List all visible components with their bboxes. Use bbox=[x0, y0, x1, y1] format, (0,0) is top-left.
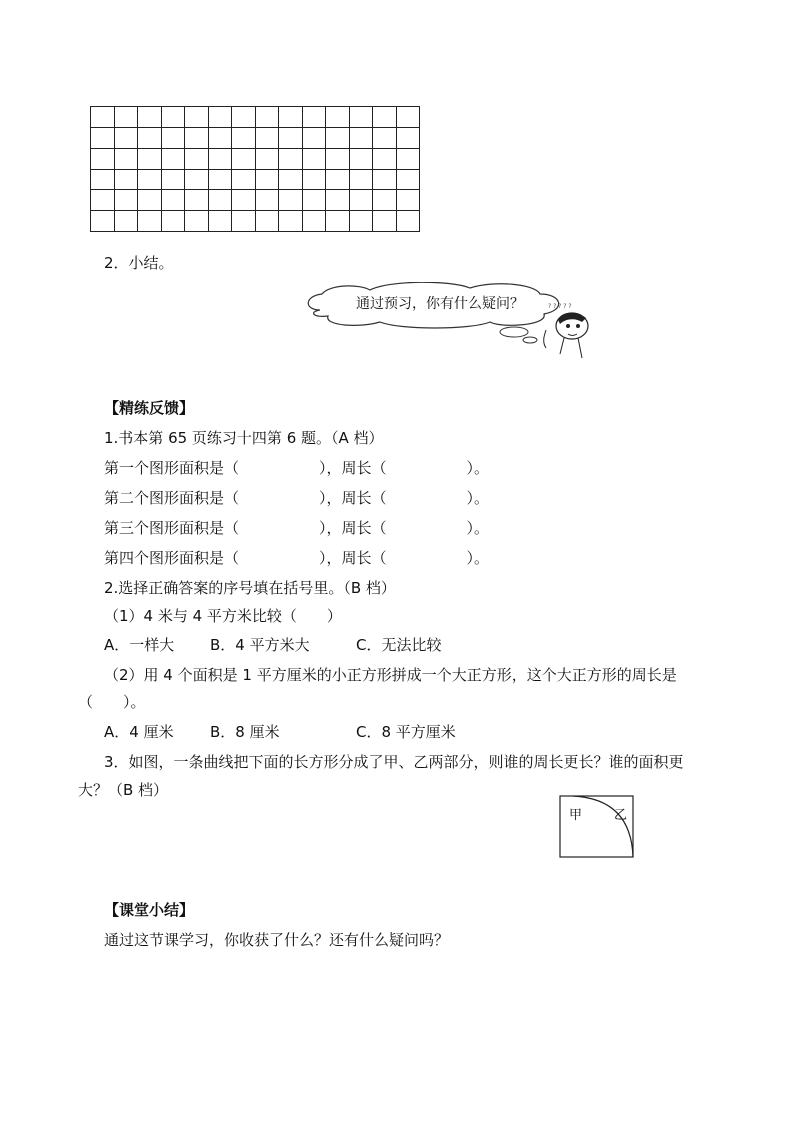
q1-row-perimeter-label: ），周长（ bbox=[319, 519, 387, 537]
grid-cell bbox=[349, 106, 373, 127]
grid-cell bbox=[208, 210, 232, 231]
grid-cell bbox=[372, 106, 396, 127]
grid-cell bbox=[184, 106, 208, 127]
q1-row-perimeter-label: ），周长（ bbox=[319, 489, 387, 507]
cloud-text: 通过预习，你有什么疑问？ bbox=[356, 296, 524, 312]
grid-cell bbox=[396, 127, 420, 148]
grid-cell bbox=[372, 169, 396, 190]
q1-row-end: ）。 bbox=[466, 489, 490, 507]
grid-cell bbox=[372, 210, 396, 231]
q3-line1: 3．如图，一条曲线把下面的长方形分成了甲、乙两部分，则谁的周长更长？谁的面积更 bbox=[104, 753, 684, 771]
grid-cell bbox=[184, 210, 208, 231]
grid-cell bbox=[302, 148, 326, 169]
grid-cell bbox=[137, 148, 161, 169]
grid-cell bbox=[302, 169, 326, 190]
q1-row-area-label: 面积是（ bbox=[179, 459, 240, 477]
grid-cell bbox=[349, 169, 373, 190]
q1-row-shape: 第三个图形 bbox=[104, 519, 180, 537]
svg-text:? ? ? ? ?: ? ? ? ? ? bbox=[548, 303, 572, 310]
q2-sub1: （1）4 米与 4 平方米比较（ ） bbox=[104, 607, 342, 625]
grid-cell bbox=[137, 169, 161, 190]
q2-sub2-line1: （2）用 4 个面积是 1 平方厘米的小正方形拼成一个大正方形，这个大正方形的周长是 bbox=[104, 666, 677, 684]
grid-cell bbox=[90, 106, 114, 127]
grid-cell bbox=[278, 127, 302, 148]
grid-cell bbox=[372, 148, 396, 169]
grid-cell bbox=[255, 210, 279, 231]
grid-cell bbox=[302, 210, 326, 231]
grid-cell bbox=[278, 169, 302, 190]
grid-cell bbox=[349, 210, 373, 231]
grid-cell bbox=[302, 127, 326, 148]
grid-cell bbox=[137, 127, 161, 148]
grid-cell bbox=[161, 148, 185, 169]
q2-sub2-option-b: B．8 厘米 bbox=[210, 723, 280, 741]
grid-cell bbox=[184, 189, 208, 210]
q1-row-end: ）。 bbox=[466, 459, 490, 477]
q1-row-area-label: 面积是（ bbox=[179, 489, 240, 507]
grid-cell bbox=[208, 148, 232, 169]
grid-cell bbox=[208, 189, 232, 210]
q2-sub1-option-c: C．无法比较 bbox=[356, 636, 442, 654]
section-summary-label: 2．小结。 bbox=[104, 254, 174, 272]
grid-cell bbox=[114, 127, 138, 148]
grid-cell bbox=[90, 127, 114, 148]
grid-cell bbox=[396, 210, 420, 231]
grid-cell bbox=[137, 106, 161, 127]
grid-cell bbox=[372, 189, 396, 210]
grid-cell bbox=[90, 148, 114, 169]
class-summary-heading: 【课堂小结】 bbox=[104, 901, 195, 919]
grid-cell bbox=[396, 148, 420, 169]
grid-cell bbox=[349, 189, 373, 210]
grid-paper bbox=[90, 106, 420, 232]
grid-cell bbox=[255, 127, 279, 148]
q1-row bbox=[104, 488, 489, 508]
q3-line2: 大？（B 档） bbox=[78, 781, 169, 799]
grid-cell bbox=[325, 189, 349, 210]
q1-row bbox=[104, 518, 489, 538]
grid-cell bbox=[231, 189, 255, 210]
grid-cell bbox=[90, 189, 114, 210]
grid-cell bbox=[184, 127, 208, 148]
grid-cell bbox=[161, 127, 185, 148]
grid-cell bbox=[278, 189, 302, 210]
figure-label-jia: 甲 bbox=[569, 808, 583, 823]
q1-row-perimeter-label: ），周长（ bbox=[319, 459, 387, 477]
grid-cell bbox=[208, 106, 232, 127]
q2-sub2-line2: （ ）。 bbox=[78, 693, 146, 711]
figure-label-yi: 乙 bbox=[614, 808, 628, 823]
practice-heading: 【精练反馈】 bbox=[104, 399, 195, 417]
grid-cell bbox=[278, 106, 302, 127]
grid-cell bbox=[278, 210, 302, 231]
grid-cell bbox=[325, 106, 349, 127]
grid-cell bbox=[349, 127, 373, 148]
q1-row-end: ）。 bbox=[466, 549, 490, 567]
grid-cell bbox=[372, 127, 396, 148]
grid-cell bbox=[90, 169, 114, 190]
q1-row-area-label: 面积是（ bbox=[179, 519, 240, 537]
grid-cell bbox=[161, 189, 185, 210]
grid-cell bbox=[114, 189, 138, 210]
grid-cell bbox=[208, 127, 232, 148]
q2-sub2-option-c: C．8 平方厘米 bbox=[356, 723, 456, 741]
grid-cell bbox=[255, 148, 279, 169]
grid-cell bbox=[255, 169, 279, 190]
grid-cell bbox=[90, 210, 114, 231]
grid-cell bbox=[184, 148, 208, 169]
q1-row bbox=[104, 458, 489, 478]
grid-cell bbox=[114, 106, 138, 127]
grid-cell bbox=[349, 148, 373, 169]
grid-cell bbox=[325, 210, 349, 231]
grid-cell bbox=[231, 169, 255, 190]
grid-cell bbox=[231, 127, 255, 148]
q1-row-shape: 第一个图形 bbox=[104, 459, 180, 477]
grid-cell bbox=[325, 148, 349, 169]
q1-row-shape: 第四个图形 bbox=[104, 549, 180, 567]
grid-cell bbox=[396, 189, 420, 210]
grid-cell bbox=[255, 106, 279, 127]
grid-cell bbox=[255, 189, 279, 210]
grid-cell bbox=[325, 169, 349, 190]
q2-sub1-option-b: B．4 平方米大 bbox=[210, 636, 310, 654]
grid-cell bbox=[396, 169, 420, 190]
grid-cell bbox=[302, 106, 326, 127]
grid-cell bbox=[137, 189, 161, 210]
q1-row-shape: 第二个图形 bbox=[104, 489, 180, 507]
q2-sub1-option-a: A．一样大 bbox=[104, 636, 175, 654]
grid-cell bbox=[114, 148, 138, 169]
grid-cell bbox=[278, 148, 302, 169]
q1-title: 1.书本第 65 页练习十四第 6 题。（A 档） bbox=[104, 429, 384, 447]
q2-sub2-option-a: A．4 厘米 bbox=[104, 723, 174, 741]
q1-row-perimeter-label: ），周长（ bbox=[319, 549, 387, 567]
q1-row bbox=[104, 548, 489, 568]
grid-cell bbox=[325, 127, 349, 148]
grid-cell bbox=[184, 169, 208, 190]
grid-cell bbox=[137, 210, 161, 231]
grid-cell bbox=[114, 169, 138, 190]
q2-title: 2.选择正确答案的序号填在括号里。（B 档） bbox=[104, 579, 396, 597]
grid-cell bbox=[114, 210, 138, 231]
grid-cell bbox=[231, 210, 255, 231]
q1-row-area-label: 面积是（ bbox=[179, 549, 240, 567]
grid-cell bbox=[396, 106, 420, 127]
rectangle-curve-figure bbox=[559, 795, 635, 859]
grid-cell bbox=[208, 169, 232, 190]
class-summary-text: 通过这节课学习，你收获了什么？还有什么疑问吗？ bbox=[104, 931, 450, 949]
grid-cell bbox=[161, 169, 185, 190]
grid-cell bbox=[231, 148, 255, 169]
q1-row-end: ）。 bbox=[466, 519, 490, 537]
grid-cell bbox=[161, 210, 185, 231]
grid-cell bbox=[161, 106, 185, 127]
grid-cell bbox=[231, 106, 255, 127]
grid-cell bbox=[302, 189, 326, 210]
